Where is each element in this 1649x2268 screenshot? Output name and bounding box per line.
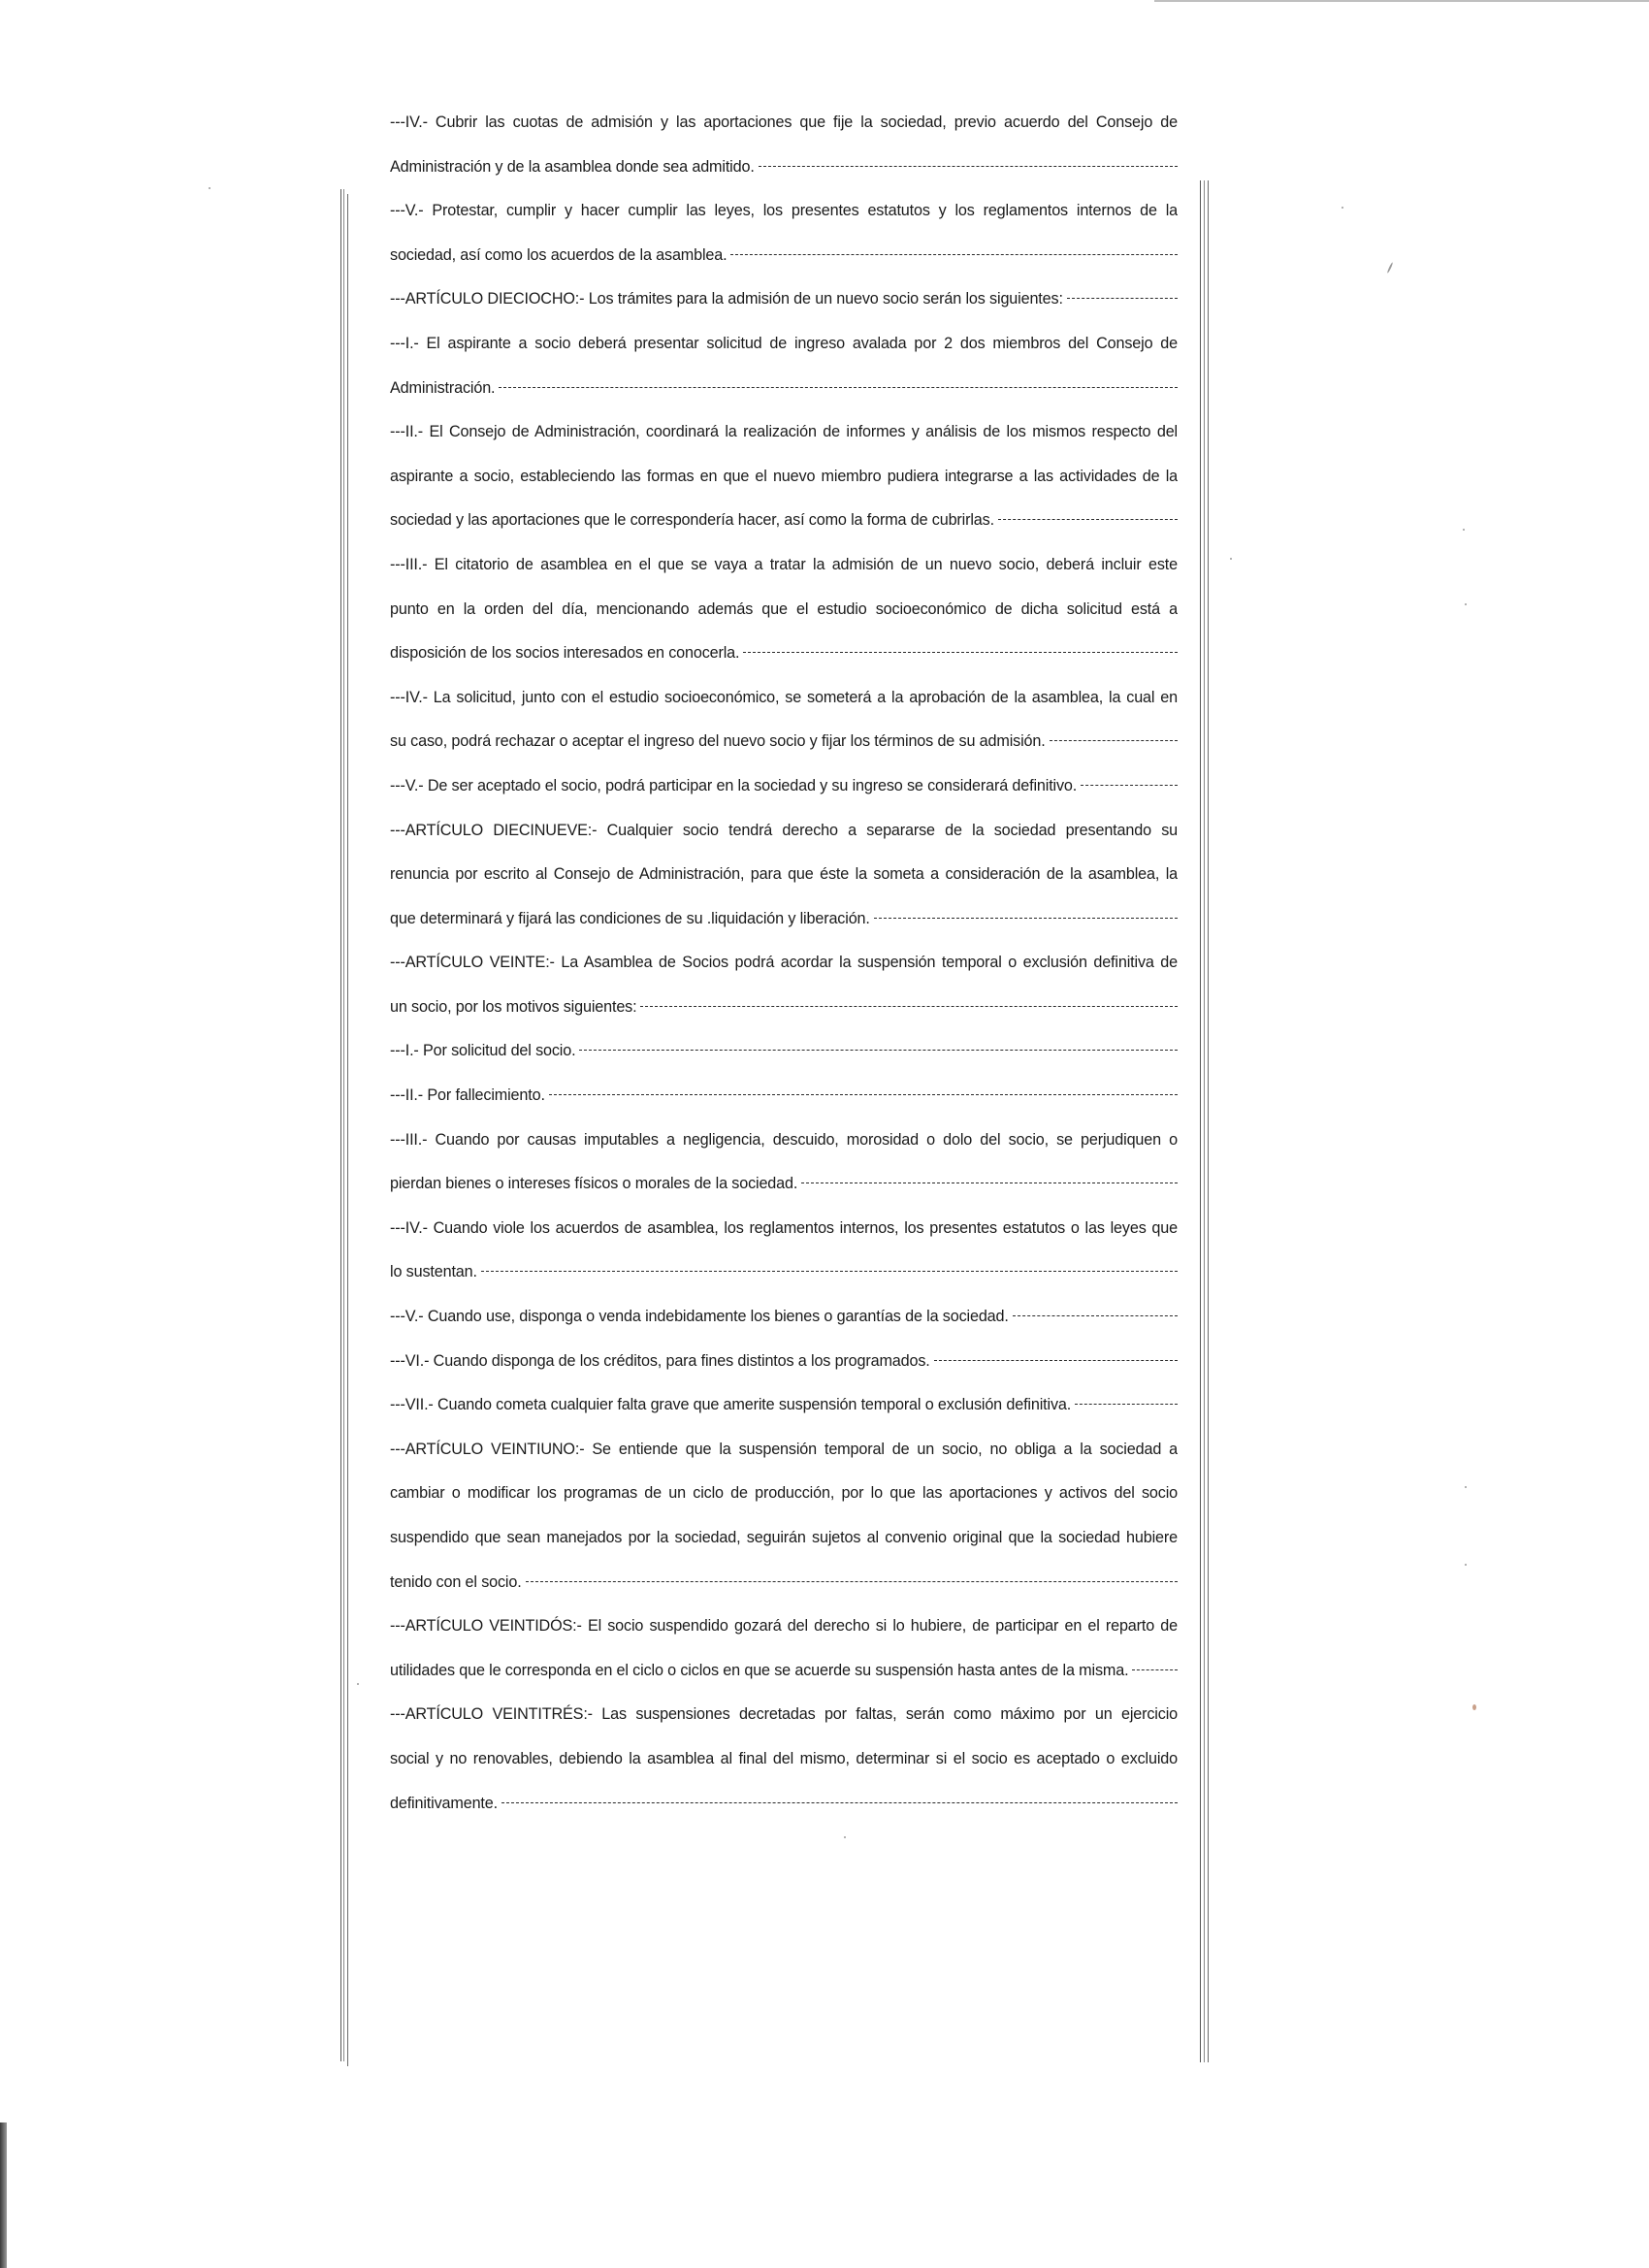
fill-dash-leader [730, 254, 1178, 255]
fill-dash-leader [1075, 1404, 1178, 1405]
fill-dash-leader [481, 1271, 1178, 1272]
text-line: suspendido que sean manejados por la sociedad, seguirán sujetos al convenio original que la sociedad hubiere [390, 1529, 1178, 1546]
scan-speck [844, 1836, 846, 1838]
text-line: ---ARTÍCULO VEINTIUNO:- Se entiende que la suspensión temporal de un socio, no obliga a la sociedad a [390, 1440, 1178, 1458]
fill-dash-leader [579, 1050, 1178, 1051]
text-line: ---IV.- Cuando viole los acuerdos de asamblea, los reglamentos internos, los presentes estatutos o las leyes que [390, 1218, 1178, 1237]
scan-speck [1230, 558, 1232, 560]
text-line: ---IV.- La solicitud, junto con el estudio socioeconómico, se someterá a la aprobación de la asamblea, la cual en [390, 688, 1178, 706]
text-line-content: ---I.- Por solicitud del socio. [390, 1042, 576, 1060]
text-line [390, 505, 1178, 550]
text-line [390, 1656, 1178, 1701]
text-line: ---III.- El citatorio de asamblea en el que se vaya a tratar la admisión de un nuevo socio, deberá incluir este [390, 555, 1178, 573]
text-line-content: ---V.- Cuando use, disponga o venda indebidamente los bienes o garantías de la sociedad. [390, 1308, 1009, 1326]
text-line-content: ---V.- De ser aceptado el socio, podrá participar en la sociedad y su ingreso se considerará definitivo. [390, 776, 1078, 794]
text-line-content: disposición de los socios interesados en conocerla. [390, 644, 740, 663]
scan-speck [1465, 603, 1467, 605]
text-line [390, 1257, 1178, 1302]
fill-dash-leader [743, 652, 1178, 653]
text-line: ---III.- Cuando por causas imputables a negligencia, descuido, morosidad o dolo del socio, se perjudiquen o [390, 1130, 1178, 1149]
right-margin-rule [1208, 180, 1209, 2062]
text-line-content: ---VII.- Cuando cometa cualquier falta grave que amerite suspensión temporal o exclusión definitiva. [390, 1396, 1072, 1414]
text-line [390, 152, 1178, 197]
text-line: renuncia por escrito al Consejo de Administración, para que éste la someta a consideración de la asamblea, la [390, 865, 1178, 884]
text-line: social y no renovables, debiendo la asamblea al final del mismo, determinar si el socio es aceptado o excluido [390, 1749, 1178, 1767]
fill-dash-leader [759, 166, 1178, 167]
text-line-content: su caso, podrá rechazar o aceptar el ingreso del nuevo socio y fijar los términos de su admisión. [390, 732, 1046, 751]
left-margin-rule [347, 194, 348, 2066]
right-margin-rule [1204, 180, 1205, 2062]
text-line-content: ---II.- Por fallecimiento. [390, 1086, 545, 1105]
scan-speck [1463, 529, 1465, 531]
text-line [390, 1568, 1178, 1612]
text-line: ---ARTÍCULO VEINTIDÓS:- El socio suspendido gozará del derecho si lo hubiere, de participar en el reparto de [390, 1617, 1178, 1636]
text-line-content: utilidades que le corresponda en el ciclo o ciclos en que se acuerde su suspensión hasta antes de la misma. [390, 1661, 1129, 1679]
right-margin-rule [1200, 180, 1201, 2062]
text-line-content: que determinará y fijará las condiciones de su .liquidación y liberación. [390, 909, 870, 927]
fill-dash-leader [1081, 785, 1178, 786]
text-line [390, 992, 1178, 1037]
text-line [390, 638, 1178, 683]
text-line-content: un socio, por los motivos siguientes: [390, 997, 637, 1016]
scan-speck [1472, 1704, 1476, 1710]
left-margin-rule [340, 189, 341, 2061]
text-line-content: lo sustentan. [390, 1263, 477, 1281]
fill-dash-leader [998, 519, 1178, 520]
text-line [390, 1036, 1178, 1081]
text-line-content: definitivamente. [390, 1794, 498, 1812]
text-line: ---IV.- Cubrir las cuotas de admisión y las aportaciones que fije la sociedad, previo acuerdo del Consejo de [390, 113, 1178, 131]
text-line: ---I.- El aspirante a socio deberá presentar solicitud de ingreso avalada por 2 dos miembros del Consejo de [390, 334, 1178, 352]
text-line-content: sociedad y las aportaciones que le correspondería hacer, así como la forma de cubrirlas. [390, 511, 994, 530]
text-line: ---ARTÍCULO VEINTE:- La Asamblea de Socios podrá acordar la suspensión temporal o exclusión definitiva de [390, 954, 1178, 972]
text-line: aspirante a socio, estableciendo las formas en que el nuevo miembro pudiera integrarse a las actividades de la [390, 467, 1178, 485]
text-line: punto en la orden del día, mencionando además que el estudio socioeconómico de dicha solicitud está a [390, 599, 1178, 618]
text-line [390, 1302, 1178, 1346]
text-line-content: Administración. [390, 378, 496, 397]
text-line [390, 1390, 1178, 1435]
text-line: ---II.- El Consejo de Administración, coordinará la realización de informes y análisis de los mismos respecto del [390, 423, 1178, 441]
text-line [390, 1789, 1178, 1833]
fill-dash-leader [499, 387, 1178, 388]
fill-dash-leader [526, 1581, 1178, 1582]
text-line [390, 904, 1178, 949]
scan-speck [357, 1683, 359, 1685]
scan-speck [1465, 1564, 1467, 1566]
text-line: cambiar o modificar los programas de un ciclo de producción, por lo que las aportaciones y activos del socio [390, 1484, 1178, 1503]
left-margin-rule [343, 189, 344, 2061]
text-line [390, 771, 1178, 816]
text-line-content: pierdan bienes o intereses físicos o morales de la sociedad. [390, 1175, 798, 1193]
text-line-content: ---VI.- Cuando disponga de los créditos, para fines distintos a los programados. [390, 1351, 930, 1370]
text-line-content: tenido con el socio. [390, 1572, 522, 1591]
scan-top-edge [1154, 0, 1649, 2]
fill-dash-leader [1050, 740, 1178, 741]
text-line [390, 241, 1178, 285]
fill-dash-leader [640, 1006, 1178, 1007]
fill-dash-leader [1132, 1669, 1178, 1670]
scan-speck [1465, 1486, 1467, 1488]
fill-dash-leader [549, 1094, 1178, 1095]
fill-dash-leader [501, 1802, 1178, 1803]
scan-left-artifact [0, 2122, 7, 2268]
text-line-content: sociedad, así como los acuerdos de la asamblea. [390, 245, 728, 264]
fill-dash-leader [1067, 298, 1178, 299]
text-line: ---ARTÍCULO DIECINUEVE:- Cualquier socio tendrá derecho a separarse de la sociedad presentando su [390, 821, 1178, 839]
text-line [390, 284, 1178, 329]
fill-dash-leader [874, 918, 1178, 919]
text-line [390, 727, 1178, 771]
scan-speck [1342, 207, 1343, 209]
text-line [390, 1169, 1178, 1214]
fill-dash-leader [1013, 1315, 1178, 1316]
text-line [390, 1081, 1178, 1125]
scan-speck [1387, 262, 1394, 274]
text-line: ---V.- Protestar, cumplir y hacer cumplir las leyes, los presentes estatutos y los reglamentos internos de la [390, 202, 1178, 220]
text-line-content: ---ARTÍCULO DIECIOCHO:- Los trámites para la admisión de un nuevo socio serán los siguientes: [390, 290, 1063, 308]
text-line-content: Administración y de la asamblea donde sea admitido. [390, 157, 755, 176]
text-line: ---ARTÍCULO VEINTITRÉS:- Las suspensiones decretadas por faltas, serán como máximo por un ejercicio [390, 1705, 1178, 1724]
scan-speck [209, 187, 210, 189]
text-line [390, 1346, 1178, 1391]
text-line [390, 373, 1178, 418]
fill-dash-leader [934, 1360, 1178, 1361]
document-body [390, 108, 1178, 1832]
